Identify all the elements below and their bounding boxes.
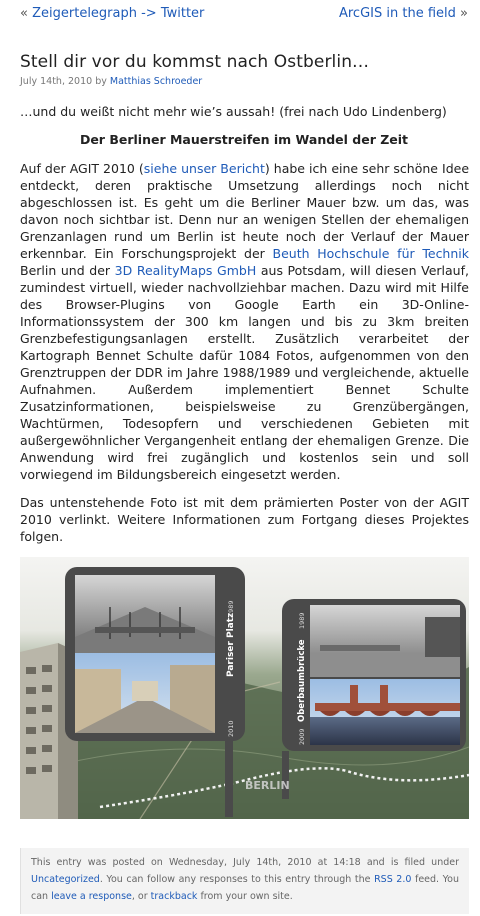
post-lead: …und du weißt nicht mehr wie’s aussah! (frei nach Udo Lindenberg) [20,104,447,119]
footer-text: , or [131,891,151,902]
post-navigation [20,6,468,24]
previous-chevron-icon: « [20,6,28,21]
post-by: by [95,76,107,87]
next-chevron-icon: » [460,6,468,21]
brandenburg-gate [132,681,158,701]
post-meta [20,76,202,87]
panel-right-year-old: 1989 [298,612,306,629]
post-title: Stell dir vor du kommst nach Ostberlin… [20,52,370,72]
old-photo-shore [320,645,400,651]
trackback-link[interactable]: trackback [150,891,198,902]
next-post-link[interactable]: ArcGIS in the field [338,6,456,21]
beuth-link[interactable]: Beuth Hochschule für Technik [272,246,469,261]
old-photo-wall [95,627,195,633]
leave-response-link[interactable]: leave a response [51,891,132,902]
paragraph-text: Auf der AGIT 2010 ( [20,161,144,176]
panel-left-place: Pariser Platz [226,612,236,677]
bridge-tower [350,685,358,711]
bridge-tower [380,685,388,711]
poster-photo-link[interactable] [20,557,469,819]
tower-building [20,643,58,819]
panel-left-stem [225,741,233,817]
footer-text: from your own site. [197,891,293,902]
previous-post [20,6,204,21]
panel-right-place: Oberbaumbrücke [297,639,307,722]
category-link[interactable]: Uncategorized [31,874,100,885]
realitymaps-link[interactable]: 3D RealityMaps GmbH [114,263,257,278]
post-paragraph-2: Das untenstehende Foto ist mit dem prämierten Poster von der AGIT 2010 verlinkt. Weitere Informationen zum Fortgang dieses Projektes folgen. [20,495,469,544]
paragraph-text: Berlin und der [20,263,115,278]
panel-right-year-new: 2009 [298,728,306,745]
footer-text: This entry was posted on Wednesday, July 14th, 2010 at 14:18 and is filed under [31,857,459,868]
post-footer [20,848,469,914]
previous-post-link[interactable]: Zeigertelegraph -> Twitter [32,6,205,21]
report-link[interactable]: siehe unser Bericht [143,161,265,176]
rss-link[interactable]: RSS 2.0 [374,874,412,885]
post-date: July 14th, 2010 [20,76,93,87]
paragraph-text: ) habe ich eine sehr schöne Idee entdeckt, deren praktische Umsetzung allerdings noch nicht abgeschlossen ist. Es geht um die Berliner Mauer bzw. um das, was davon noch sichtbar ist. Denn nur an wenigen Stellen der ehemaligen Grenzanlagen rund um Berlin ist heute noch der Verlauf der Mauer erkennbar. Ein Forschungsprojekt der [20,161,470,261]
old-photo-bridge [425,617,460,657]
author-link[interactable]: Matthias Schroeder [109,76,203,87]
post-subheading: Der Berliner Mauerstreifen im Wandel der Zeit [79,132,409,147]
map-berlin-label: BERLIN [245,779,290,792]
footer-text: feed. You can [31,874,460,902]
paragraph-text: aus Potsdam, will diesen Verlauf, zumindest virtuell, wieder nachvollziehbar machen. Dazu wird mit Hilfe des Browser-Plugins von Google Earth ein 3D-Online-Informationssystem der 300 km langen und bis zu 3km breiten Grenzbefestigungsanlagen erstellt. Zusätzlich verarbeitet der Kartograph Bennet Schulte dafür 1084 Fotos, aufgenommen von den Grenztruppen der DDR im Jahre 1988/1989 und vergleichende, aktuelle Aufnahmen. Außerdem implementiert Bennet Schulte Zusatzinformationen, beispielsweise zu Grenzübergängen, Wachtürmen, Todesopfern und verschiedenen Gebieten mit außergewöhnlicher Vergangenheit entlang der ehemaligen Grenze. Die Anwendung wird frei zugänglich und kostenlos sein und soll vorwiegend im Bildungsbereich eingesetzt werden. [20,263,469,482]
new-photo-river [310,717,460,745]
panel-left-year-new: 2010 [227,720,235,737]
panel-left-year-old: 1989 [227,600,235,617]
poster-photo [20,557,469,819]
next-post [339,6,468,21]
post-paragraph-1 [20,160,469,483]
footer-text: . You can follow any responses to this entry through the [99,874,375,885]
